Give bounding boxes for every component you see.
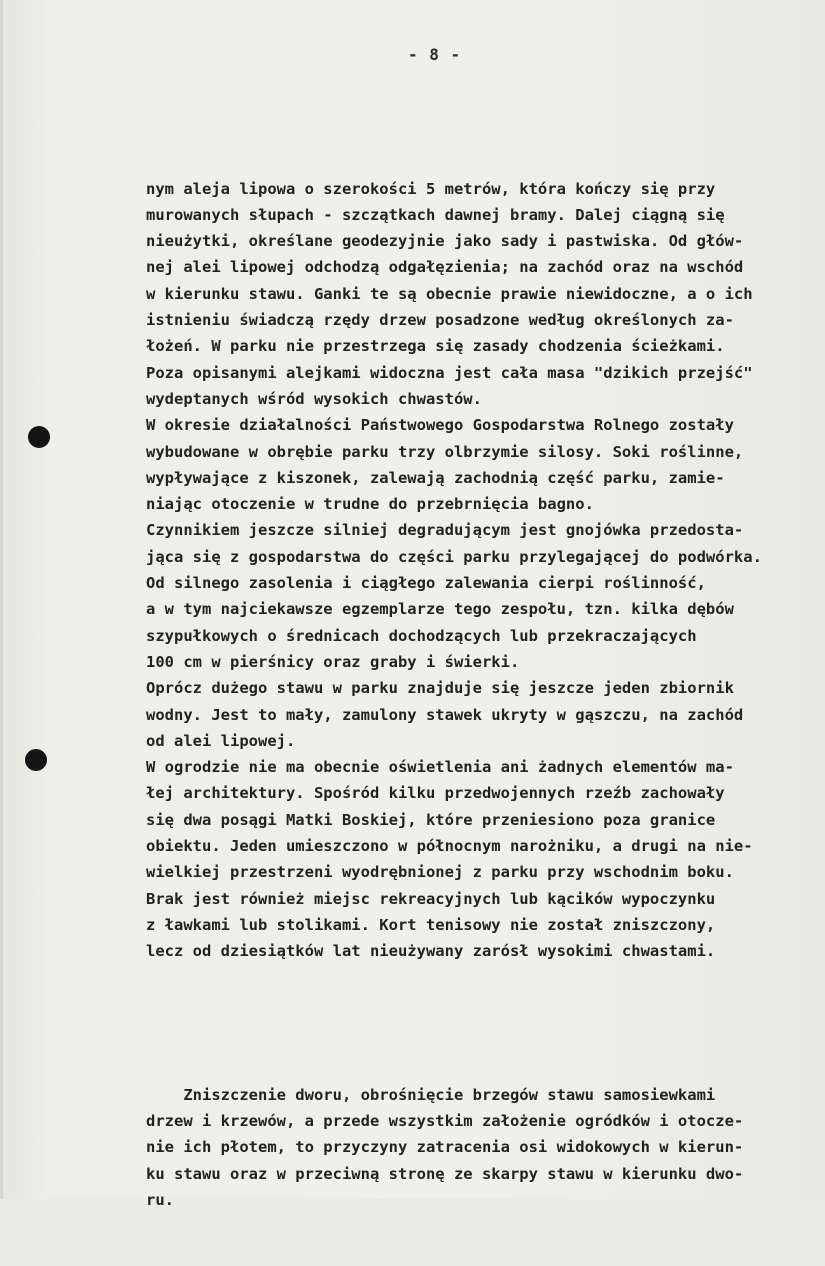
paragraph-gap [146,1017,825,1029]
text-line: szypułkowych o średnicach dochodzących lub przekraczających [146,626,697,645]
text-line: Oprócz dużego stawu w parku znajduje się jeszcze jeden zbiornik [146,679,734,698]
text-line: niając otoczenie w trudne do przebrnięcia bagno. [146,495,594,514]
text-line: murowanych słupach - szczątkach dawnej bramy. Dalej ciągną się [146,205,725,224]
text-line: Poza opisanymi alejkami widoczna jest cała masa "dzikich przejść" [146,363,753,382]
text-line: się dwa posągi Matki Boskiej, które przeniesiono poza granice [146,810,716,829]
text-line: Brak jest również miejsc rekreacyjnych lub kącików wypoczynku [146,889,716,908]
text-line: z ławkami lub stolikami. Kort tenisowy nie został zniszczony, [146,915,716,934]
text-line: od alei lipowej. [146,731,296,750]
text-line: W okresie działalności Państwowego Gospodarstwa Rolnego zostały [146,416,734,435]
text-line: wypływające z kiszonek, zalewają zachodnią część parku, zamie- [146,468,725,487]
text-line: Czynnikiem jeszcze silniej degradującym jest gnojówka przedosta- [146,521,744,540]
text-line: lecz od dziesiątków lat nieużywany zarósł wysokimi chwastami. [146,942,716,961]
text-line: w kierunku stawu. Ganki te są obecnie prawie niewidoczne, a o ich [146,284,753,303]
text-line: jąca się z gospodarstwa do części parku przylegającej do podwórka. [146,547,762,566]
text-line: nej alei lipowej odchodzą odgałęzienia; na zachód oraz na wschód [146,258,744,277]
text-line: nieużytki, określane geodezyjnie jako sady i pastwiska. Od głów- [146,232,744,251]
paragraph-closing [146,1082,825,1213]
text-line: drzew i krzewów, a przede wszystkim założenie ogródków i otocze- [146,1111,744,1130]
text-line: ku stawu oraz w przeciwną stronę ze skarpy stawu w kierunku dwo- [146,1164,744,1183]
page-number: - 8 - [408,45,462,64]
text-line: wodny. Jest to mały, zamulony stawek ukryty w gąszczu, na zachód [146,705,744,724]
page-edge [0,0,3,1199]
document-body [146,123,825,1266]
text-line: W ogrodzie nie ma obecnie oświetlenia ani żadnych elementów ma- [146,758,734,777]
text-line: nie ich płotem, to przyczyny zatracenia osi widokowych w kierun- [146,1138,744,1157]
text-line: istnieniu świadczą rzędy drzew posadzone według określonych za- [146,311,734,330]
text-line: ru. [146,1190,174,1209]
text-line: obiektu. Jeden umieszczono w północnym narożniku, a drugi na nie- [146,837,753,856]
text-line: Zniszczenie dworu, obrośnięcie brzegów stawu samosiewkami [146,1085,716,1104]
text-line: wybudowane w obrębie parku trzy olbrzymie silosy. Soki roślinne, [146,442,744,461]
text-line: nym aleja lipowa o szerokości 5 metrów, która kończy się przy [146,179,716,198]
text-line: wielkiej przestrzeni wyodrębnionej z parku przy wschodnim boku. [146,863,734,882]
paragraph-main [146,176,825,965]
punch-hole-top [28,426,50,448]
text-line: łożeń. W parku nie przestrzega się zasady chodzenia ścieżkami. [146,337,725,356]
text-line: 100 cm w pierśnicy oraz graby i świerki. [146,652,520,671]
text-line: Od silnego zasolenia i ciągłego zalewania cierpi roślinność, [146,574,706,593]
text-line: a w tym najciekawsze egzemplarze tego zespołu, tzn. kilka dębów [146,600,734,619]
text-line: wydeptanych wśród wysokich chwastów. [146,389,482,408]
text-line: łej architektury. Spośród kilku przedwojennych rzeźb zachowały [146,784,725,803]
punch-hole-bottom [25,749,47,771]
